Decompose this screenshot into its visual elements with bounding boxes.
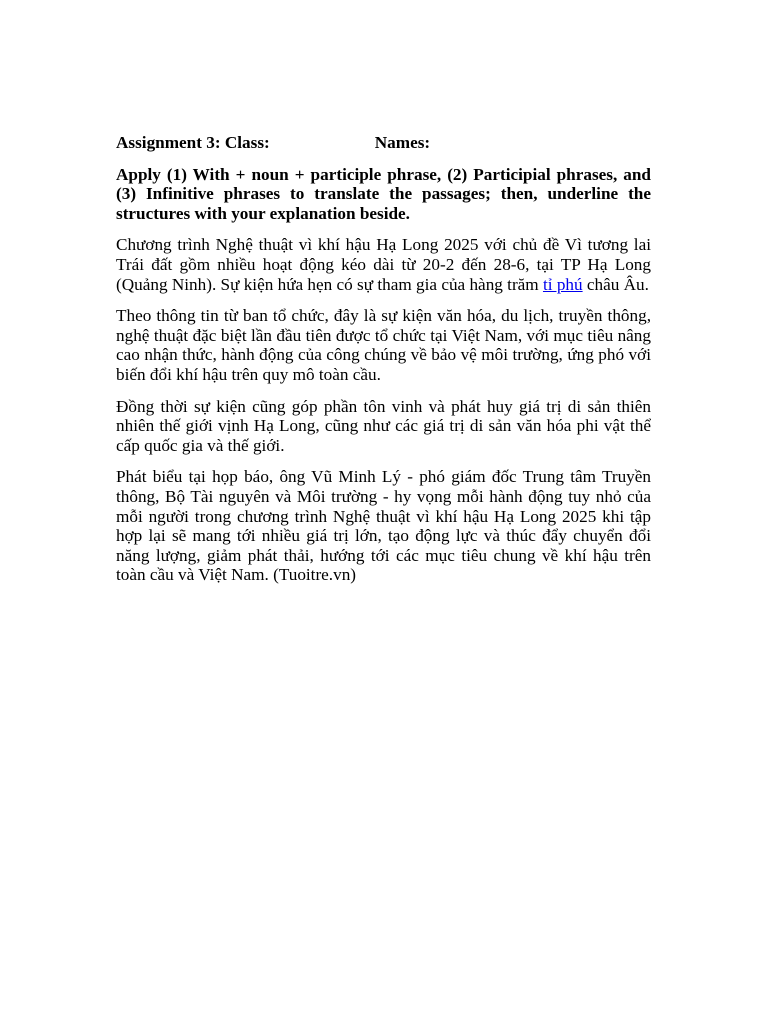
assignment-instructions: Apply (1) With + noun + participle phrase, (2) Participial phrases, and (3) Infinitive phrases to translate the passages; then, underline the structures with your explanation beside.	[116, 164, 651, 223]
passage-paragraph-2: Theo thông tin từ ban tổ chức, đây là sự kiện văn hóa, du lịch, truyền thông, nghệ thuật đặc biệt lần đầu tiên được tổ chức tại Việt Nam, với mục tiêu nâng cao nhận thức, hành động của công chúng về bảo vệ môi trường, ứng phó với biến đổi khí hậu trên quy mô toàn cầu.	[116, 306, 651, 384]
paragraph-1-text: Chương trình Nghệ thuật vì khí hậu Hạ Long 2025 với chủ đề Vì tương lai Trái đất gồm nhiều hoạt động kéo dài từ 20-2 đến 28-6, tại TP Hạ Long (Quảng Ninh). Sự kiện hứa hẹn có sự tham gia của hàng trăm	[116, 235, 651, 294]
passage-paragraph-3: Đồng thời sự kiện cũng góp phần tôn vinh và phát huy giá trị di sản thiên nhiên thế giới vịnh Hạ Long, cũng như các giá trị di sản văn hóa phi vật thể cấp quốc gia và thế giới.	[116, 396, 651, 455]
paragraph-1-ending: châu Âu.	[582, 274, 649, 294]
passage-paragraph-4: Phát biểu tại họp báo, ông Vũ Minh Lý - phó giám đốc Trung tâm Truyền thông, Bộ Tài nguyên và Môi trường - hy vọng mỗi hành động tuy nhỏ của mỗi người trong chương trình Nghệ thuật vì khí hậu Hạ Long 2025 khi tập hợp lại sẽ mang tới nhiều giá trị lớn, tạo động lực và thúc đẩy chuyển đổi năng lượng, giảm phát thải, hướng tới các mục tiêu chung về khí hậu trên toàn cầu và Việt Nam. (Tuoitre.vn)	[116, 467, 651, 585]
document-page	[116, 133, 651, 597]
passage-paragraph-1	[116, 235, 651, 294]
billionaire-link[interactable]: tỉ phú	[542, 274, 583, 294]
names-label: Names:	[374, 133, 431, 152]
assignment-class-label: Assignment 3: Class:	[116, 133, 270, 152]
assignment-header	[116, 133, 651, 153]
